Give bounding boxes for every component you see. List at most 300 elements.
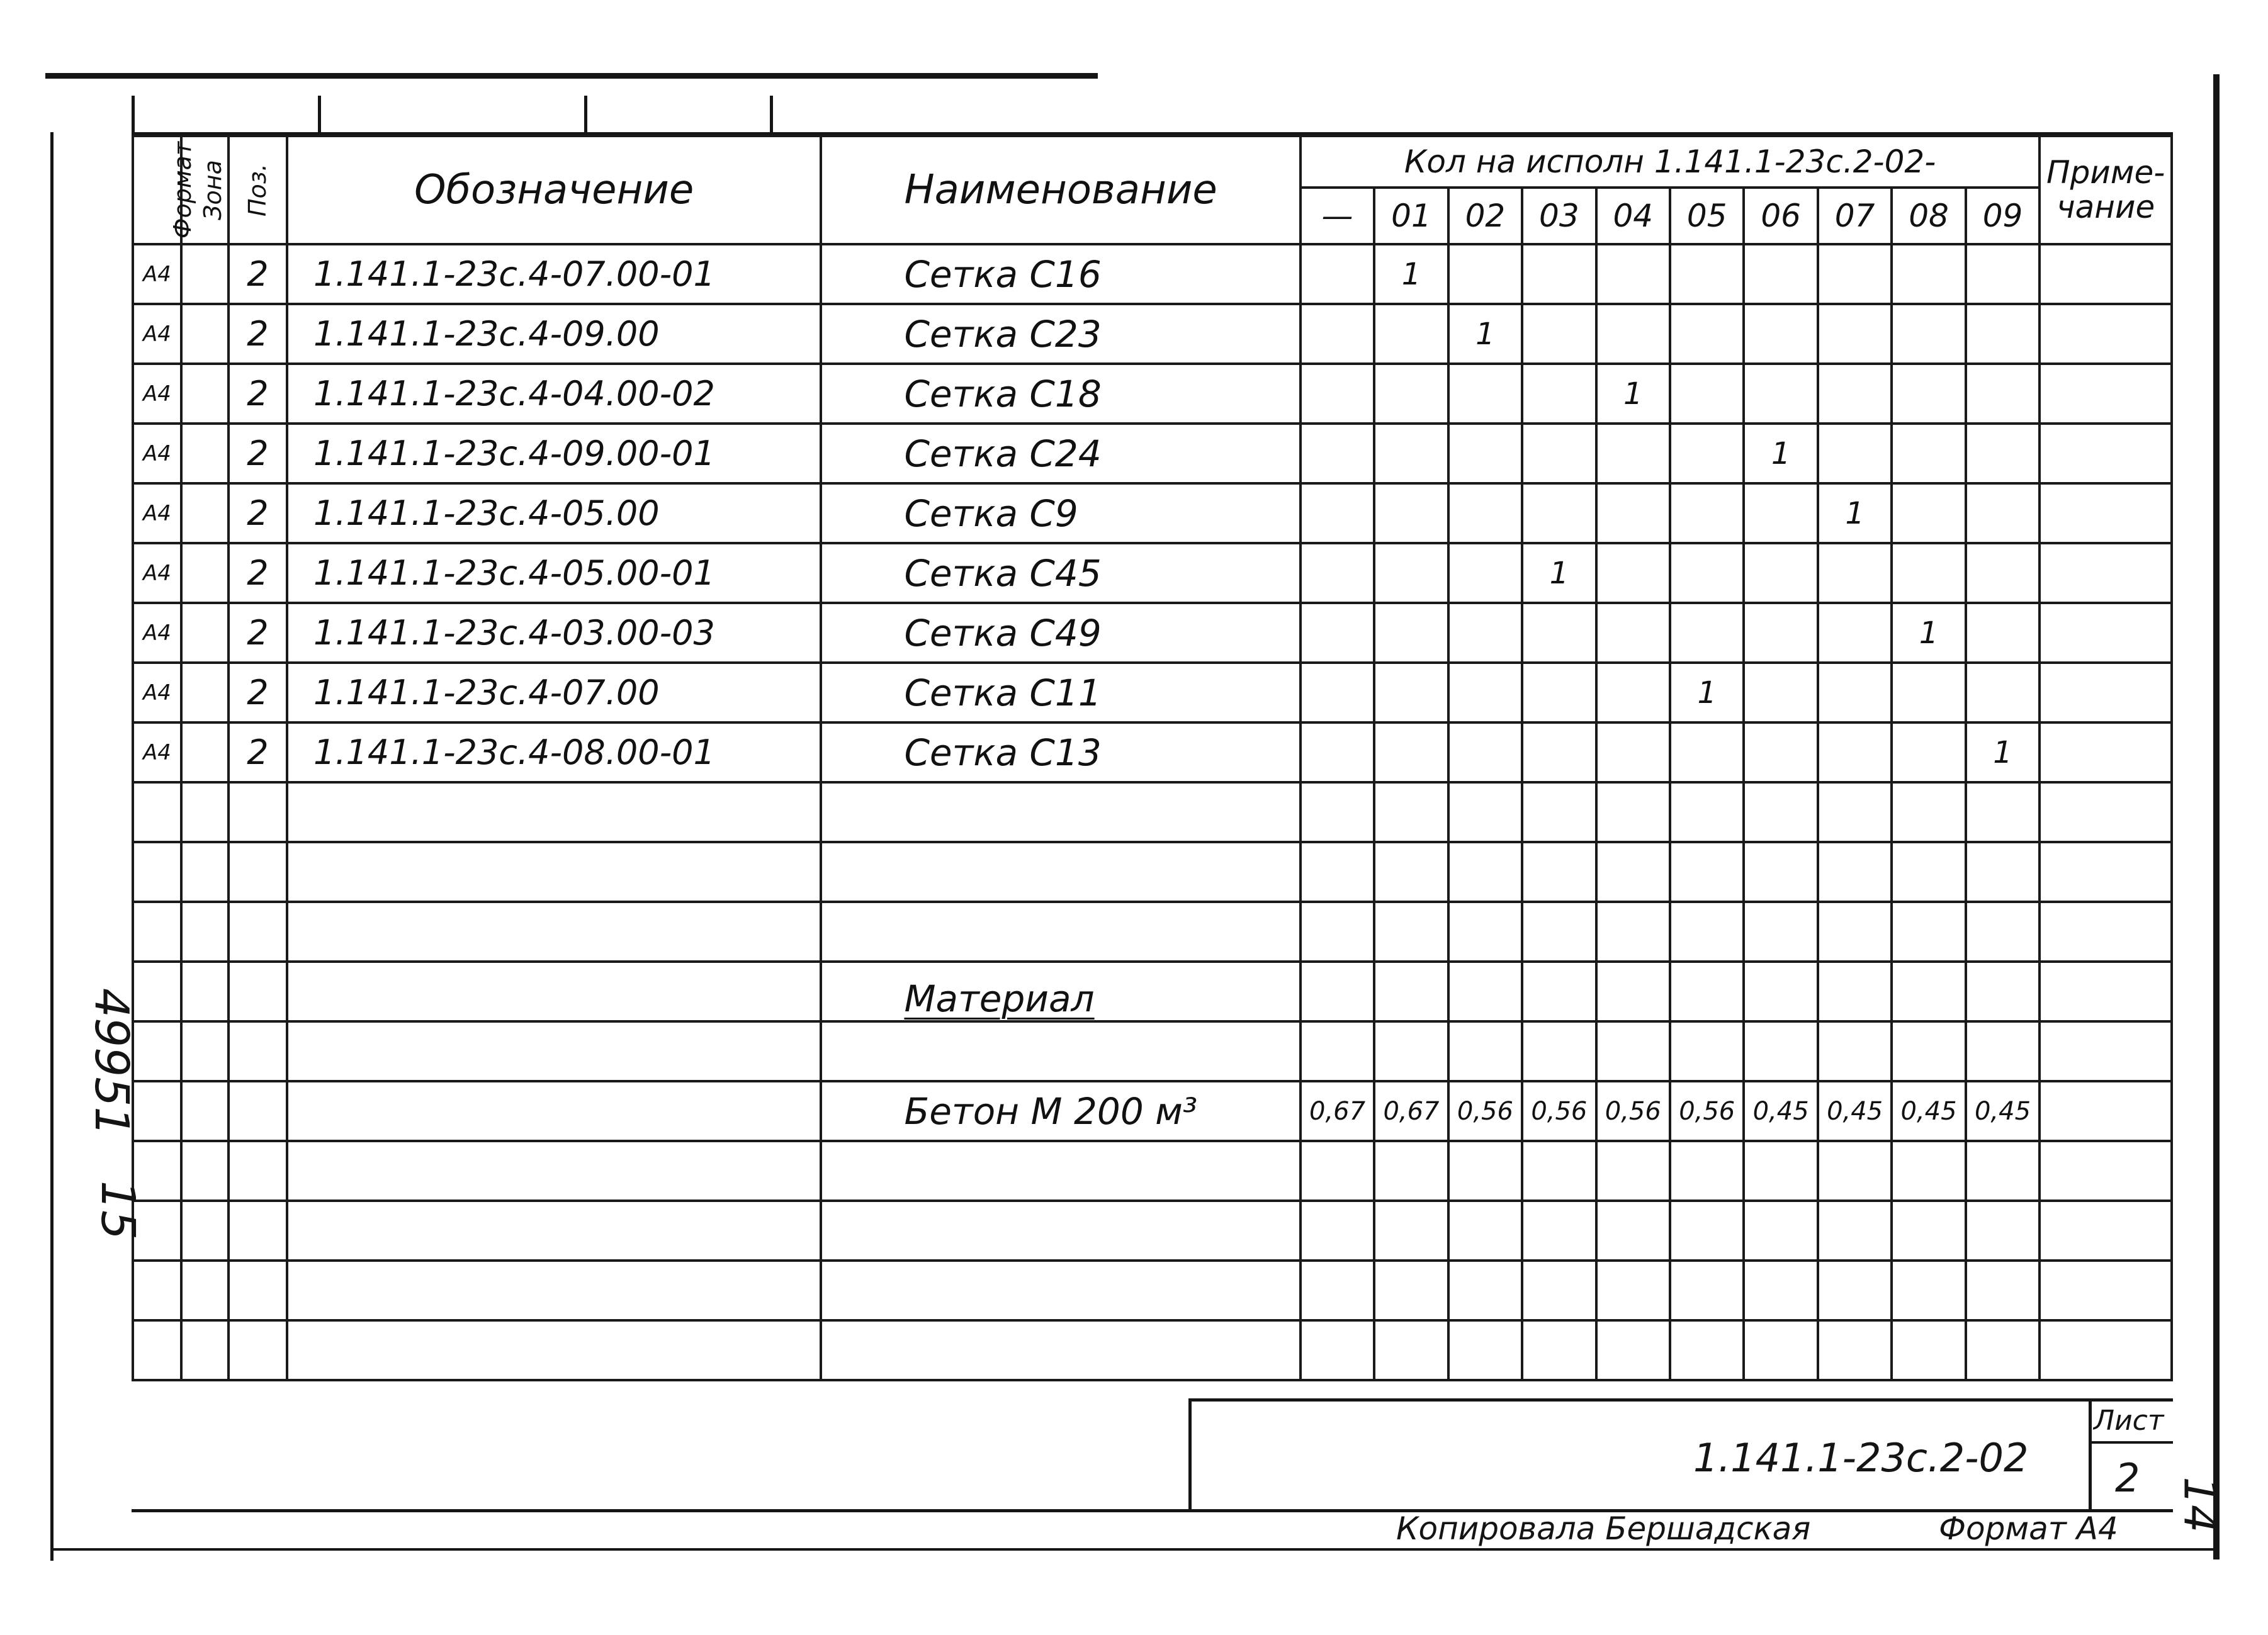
cell-note: [2040, 663, 2172, 722]
cell-pos: [228, 1201, 287, 1261]
cell-pos: 2: [228, 722, 287, 782]
cell-zone: [181, 1021, 228, 1081]
cell-qty: [1966, 842, 2040, 902]
header-qty-col: 07: [1818, 188, 1892, 244]
cell-qty: 1: [1522, 543, 1596, 603]
inventory-sub: 15: [91, 1180, 145, 1240]
cell-pos: 2: [228, 603, 287, 663]
cell-qty: [1448, 962, 1522, 1021]
cell-qty: [1374, 1261, 1448, 1320]
cell-qty: [1374, 424, 1448, 483]
table-row: [133, 483, 2172, 543]
cell-zone: [181, 722, 228, 782]
cell-qty: [1448, 424, 1522, 483]
cell-qty: [1522, 782, 1596, 842]
cell-zone: [181, 663, 228, 722]
table-row: [133, 1261, 2172, 1320]
cell-designation: [287, 1081, 821, 1141]
cell-designation: [287, 1141, 821, 1201]
cell-designation: [287, 902, 821, 962]
cell-qty: [1448, 722, 1522, 782]
cell-qty: [1522, 1141, 1596, 1201]
cell-pos: [228, 1261, 287, 1320]
cell-qty: [1744, 962, 1817, 1021]
cell-qty: [1892, 962, 1965, 1021]
cell-note: [2040, 304, 2172, 364]
table-row: [133, 1320, 2172, 1380]
cell-qty: [1596, 424, 1670, 483]
cell-name: Бетон М 200 м³: [821, 1081, 1300, 1141]
cell-designation: [287, 1320, 821, 1380]
cell-qty: [1892, 424, 1965, 483]
cell-qty: [1744, 603, 1817, 663]
cell-qty: [1374, 364, 1448, 424]
cell-qty: [1818, 1320, 1892, 1380]
cell-qty: [1300, 424, 1374, 483]
copied-by: Копировала Бершадская: [1396, 1510, 1811, 1547]
cell-qty: [1300, 1261, 1374, 1320]
cell-name: [821, 1261, 1300, 1320]
cell-name: [821, 1320, 1300, 1380]
top-stub: [770, 96, 773, 135]
cell-pos: 2: [228, 663, 287, 722]
cell-qty: [1596, 244, 1670, 304]
cell-qty: [1374, 782, 1448, 842]
header-qty-col: —: [1300, 188, 1374, 244]
header-qty-col: 01: [1374, 188, 1448, 244]
cell-designation: 1.141.1-23с.4-05.00-01: [287, 543, 821, 603]
cell-qty: [1966, 1261, 2040, 1320]
cell-qty: [1966, 244, 2040, 304]
cell-name: Сетка С49: [821, 603, 1300, 663]
cell-qty: [1596, 304, 1670, 364]
cell-zone: [181, 483, 228, 543]
cell-qty: [1966, 364, 2040, 424]
table-row: [133, 1081, 2172, 1141]
cell-pos: [228, 842, 287, 902]
cell-qty: [1448, 782, 1522, 842]
header-qty-col: 05: [1670, 188, 1744, 244]
cell-qty: 0,67: [1300, 1081, 1374, 1141]
cell-qty: [1744, 1261, 1817, 1320]
cell-zone: [181, 543, 228, 603]
sheet-number: 2: [2115, 1455, 2140, 1501]
cell-qty: [1670, 1141, 1744, 1201]
cell-note: [2040, 1261, 2172, 1320]
cell-designation: 1.141.1-23с.4-04.00-02: [287, 364, 821, 424]
cell-note: [2040, 364, 2172, 424]
cell-qty: [1892, 902, 1965, 962]
cell-note: [2040, 1320, 2172, 1380]
table-row: [133, 603, 2172, 663]
cell-name: [821, 1021, 1300, 1081]
cell-zone: [181, 244, 228, 304]
cell-designation: 1.141.1-23с.4-07.00: [287, 663, 821, 722]
header-qty-col: 02: [1448, 188, 1522, 244]
right-border-line: [2213, 74, 2220, 1559]
cell-qty: [1892, 483, 1965, 543]
cell-qty: [1374, 603, 1448, 663]
cell-qty: [1522, 364, 1596, 424]
cell-qty: [1670, 782, 1744, 842]
cell-format: [133, 902, 181, 962]
cell-qty: [1448, 1261, 1522, 1320]
cell-qty: [1374, 962, 1448, 1021]
cell-format: А4: [133, 663, 181, 722]
cell-qty: [1522, 424, 1596, 483]
cell-pos: [228, 1021, 287, 1081]
cell-pos: 2: [228, 364, 287, 424]
format-label: Формат А4: [1939, 1510, 2118, 1547]
cell-qty: 1: [1448, 304, 1522, 364]
cell-note: [2040, 543, 2172, 603]
cell-qty: [1670, 1021, 1744, 1081]
cell-qty: [1670, 842, 1744, 902]
cell-note: [2040, 424, 2172, 483]
header-designation: Обозначение: [287, 136, 821, 244]
cell-qty: [1596, 543, 1670, 603]
header-pos: Поз.: [228, 136, 287, 244]
cell-pos: [228, 782, 287, 842]
cell-qty: 1: [1374, 244, 1448, 304]
cell-note: [2040, 244, 2172, 304]
top-stub: [584, 96, 587, 135]
cell-qty: [1818, 1261, 1892, 1320]
title-block-sheet-hline: [2089, 1441, 2173, 1444]
cell-qty: [1448, 364, 1522, 424]
cell-pos: 2: [228, 483, 287, 543]
cell-zone: [181, 304, 228, 364]
cell-qty: [1744, 304, 1817, 364]
cell-qty: [1374, 663, 1448, 722]
cell-qty: 0,67: [1374, 1081, 1448, 1141]
cell-qty: [1300, 782, 1374, 842]
cell-qty: [1892, 1201, 1965, 1261]
cell-qty: [1374, 1201, 1448, 1261]
cell-qty: [1670, 603, 1744, 663]
header-note: Приме- чание: [2040, 136, 2172, 244]
cell-qty: [1966, 304, 2040, 364]
cell-name: Сетка С23: [821, 304, 1300, 364]
cell-designation: [287, 962, 821, 1021]
cell-qty: [1818, 603, 1892, 663]
cell-qty: [1670, 1261, 1744, 1320]
cell-qty: [1300, 1320, 1374, 1380]
cell-qty: [1892, 782, 1965, 842]
cell-qty: [1300, 244, 1374, 304]
cell-qty: [1744, 244, 1817, 304]
cell-qty: [1744, 543, 1817, 603]
cell-qty: 1: [1670, 663, 1744, 722]
title-block-left-line: [1188, 1398, 1192, 1512]
cell-name: [821, 1141, 1300, 1201]
cell-format: А4: [133, 304, 181, 364]
cell-designation: 1.141.1-23с.4-05.00: [287, 483, 821, 543]
cell-qty: [1522, 1021, 1596, 1081]
cell-pos: [228, 1081, 287, 1141]
cell-qty: [1374, 722, 1448, 782]
cell-pos: 2: [228, 244, 287, 304]
cell-zone: [181, 902, 228, 962]
specification-table: [132, 135, 2173, 1381]
cell-qty: [1596, 1261, 1670, 1320]
cell-designation: 1.141.1-23с.4-03.00-03: [287, 603, 821, 663]
cell-qty: [1448, 842, 1522, 902]
cell-qty: [1448, 663, 1522, 722]
cell-note: [2040, 722, 2172, 782]
cell-qty: [1300, 842, 1374, 902]
cell-qty: [1300, 1141, 1374, 1201]
cell-pos: 2: [228, 543, 287, 603]
cell-qty: [1670, 304, 1744, 364]
page-number: 14: [2174, 1476, 2226, 1533]
header-qty-col: 09: [1966, 188, 2040, 244]
cell-qty: [1892, 842, 1965, 902]
cell-qty: [1596, 902, 1670, 962]
cell-zone: [181, 962, 228, 1021]
cell-designation: 1.141.1-23с.4-07.00-01: [287, 244, 821, 304]
cell-qty: [1966, 1201, 2040, 1261]
cell-qty: [1300, 603, 1374, 663]
cell-note: [2040, 1081, 2172, 1141]
title-block-top-line: [1188, 1398, 2173, 1402]
cell-qty: [1670, 364, 1744, 424]
cell-note: [2040, 1201, 2172, 1261]
cell-qty: [1374, 842, 1448, 902]
cell-note: [2040, 782, 2172, 842]
cell-note: [2040, 842, 2172, 902]
title-block-sheet-divider: [2089, 1398, 2092, 1512]
bottom-border-line: [50, 1548, 2216, 1551]
cell-qty: [1522, 1201, 1596, 1261]
cell-format: А4: [133, 603, 181, 663]
cell-format: А4: [133, 364, 181, 424]
cell-qty: [1818, 1141, 1892, 1201]
cell-designation: [287, 1201, 821, 1261]
header-qty-group: Кол на исполн 1.141.1-23с.2-02-: [1300, 136, 2040, 188]
cell-qty: [1966, 1320, 2040, 1380]
cell-name: [821, 1201, 1300, 1261]
cell-format: А4: [133, 424, 181, 483]
cell-name: Сетка С45: [821, 543, 1300, 603]
cell-qty: [1300, 902, 1374, 962]
cell-qty: [1522, 1320, 1596, 1380]
cell-qty: [1522, 663, 1596, 722]
cell-qty: [1892, 663, 1965, 722]
table-row: [133, 424, 2172, 483]
cell-qty: [1744, 364, 1817, 424]
cell-qty: [1522, 962, 1596, 1021]
table-row: [133, 304, 2172, 364]
cell-note: [2040, 603, 2172, 663]
cell-name: Сетка С24: [821, 424, 1300, 483]
cell-qty: [1744, 1201, 1817, 1261]
table-row: [133, 543, 2172, 603]
cell-qty: [1818, 722, 1892, 782]
cell-pos: [228, 902, 287, 962]
cell-qty: [1300, 304, 1374, 364]
cell-designation: 1.141.1-23с.4-09.00: [287, 304, 821, 364]
cell-designation: [287, 1021, 821, 1081]
inventory-number: 49951: [84, 988, 138, 1137]
cell-qty: [1818, 304, 1892, 364]
cell-qty: [1374, 1141, 1448, 1201]
cell-qty: [1744, 1320, 1817, 1380]
cell-qty: [1892, 304, 1965, 364]
cell-designation: [287, 842, 821, 902]
cell-note: [2040, 902, 2172, 962]
cell-qty: [1892, 1261, 1965, 1320]
sheet-label: Лист: [2094, 1405, 2164, 1437]
cell-qty: [1818, 364, 1892, 424]
cell-designation: [287, 1261, 821, 1320]
cell-qty: [1596, 663, 1670, 722]
cell-qty: [1892, 244, 1965, 304]
cell-qty: [1522, 244, 1596, 304]
cell-zone: [181, 842, 228, 902]
cell-qty: [1596, 962, 1670, 1021]
table-row: [133, 782, 2172, 842]
cell-qty: 0,56: [1448, 1081, 1522, 1141]
cell-qty: 0,45: [1818, 1081, 1892, 1141]
cell-qty: [1892, 364, 1965, 424]
cell-qty: [1744, 782, 1817, 842]
cell-qty: [1818, 1021, 1892, 1081]
cell-qty: [1448, 244, 1522, 304]
cell-pos: [228, 962, 287, 1021]
cell-qty: [1374, 304, 1448, 364]
cell-zone: [181, 603, 228, 663]
cell-note: [2040, 1021, 2172, 1081]
cell-qty: 1: [1744, 424, 1817, 483]
cell-qty: [1892, 543, 1965, 603]
cell-qty: [1448, 1141, 1522, 1201]
cell-qty: [1300, 1021, 1374, 1081]
table-row: [133, 962, 2172, 1021]
cell-zone: [181, 364, 228, 424]
cell-qty: [1596, 1320, 1670, 1380]
cell-qty: [1300, 722, 1374, 782]
cell-qty: [1966, 1021, 2040, 1081]
top-border-line: [45, 73, 1098, 79]
cell-qty: [1892, 1141, 1965, 1201]
cell-zone: [181, 1201, 228, 1261]
cell-designation: [287, 782, 821, 842]
cell-qty: [1818, 842, 1892, 902]
cell-qty: [1448, 1201, 1522, 1261]
cell-name: Сетка С13: [821, 722, 1300, 782]
cell-note: [2040, 962, 2172, 1021]
cell-qty: [1966, 424, 2040, 483]
cell-qty: [1670, 902, 1744, 962]
cell-qty: [1670, 424, 1744, 483]
cell-qty: [1818, 543, 1892, 603]
cell-qty: [1818, 1201, 1892, 1261]
cell-qty: [1596, 1141, 1670, 1201]
cell-qty: 1: [1818, 483, 1892, 543]
cell-zone: [181, 1320, 228, 1380]
cell-qty: [1818, 782, 1892, 842]
cell-designation: 1.141.1-23с.4-08.00-01: [287, 722, 821, 782]
cell-qty: [1892, 722, 1965, 782]
cell-qty: [1448, 603, 1522, 663]
cell-qty: [1374, 1021, 1448, 1081]
cell-qty: [1596, 842, 1670, 902]
header-qty-col: 06: [1744, 188, 1817, 244]
cell-qty: [1744, 663, 1817, 722]
header-qty-col: 03: [1522, 188, 1596, 244]
header-qty-col: 08: [1892, 188, 1965, 244]
cell-qty: [1966, 483, 2040, 543]
header-name: Наименование: [821, 136, 1300, 244]
cell-qty: 1: [1966, 722, 2040, 782]
cell-format: А4: [133, 543, 181, 603]
cell-qty: [1596, 722, 1670, 782]
cell-qty: [1448, 1320, 1522, 1380]
cell-qty: [1596, 1201, 1670, 1261]
cell-qty: [1522, 603, 1596, 663]
cell-zone: [181, 1261, 228, 1320]
table-row: [133, 902, 2172, 962]
cell-qty: [1448, 902, 1522, 962]
cell-qty: [1596, 483, 1670, 543]
cell-qty: [1300, 663, 1374, 722]
cell-qty: 0,45: [1744, 1081, 1817, 1141]
left-margin-line: [50, 132, 54, 1561]
cell-qty: [1966, 1141, 2040, 1201]
cell-qty: [1818, 962, 1892, 1021]
cell-qty: [1818, 663, 1892, 722]
cell-name: [821, 902, 1300, 962]
cell-qty: [1522, 722, 1596, 782]
cell-qty: [1966, 663, 2040, 722]
cell-format: [133, 782, 181, 842]
cell-qty: 0,56: [1596, 1081, 1670, 1141]
cell-qty: [1818, 902, 1892, 962]
cell-qty: [1818, 244, 1892, 304]
top-stub: [132, 96, 135, 135]
cell-qty: [1374, 543, 1448, 603]
cell-pos: 2: [228, 304, 287, 364]
cell-qty: [1966, 782, 2040, 842]
cell-pos: [228, 1141, 287, 1201]
cell-name: [821, 782, 1300, 842]
cell-qty: 0,45: [1966, 1081, 2040, 1141]
cell-qty: 0,56: [1522, 1081, 1596, 1141]
table-row: [133, 244, 2172, 304]
cell-qty: 1: [1596, 364, 1670, 424]
cell-format: [133, 1021, 181, 1081]
cell-format: [133, 1081, 181, 1141]
cell-qty: [1670, 722, 1744, 782]
cell-qty: [1744, 842, 1817, 902]
top-stub: [318, 96, 321, 135]
header-format: Формат: [133, 136, 181, 244]
cell-qty: [1596, 782, 1670, 842]
cell-name: Материал: [821, 962, 1300, 1021]
table-row: [133, 842, 2172, 902]
cell-qty: [1670, 962, 1744, 1021]
cell-qty: [1670, 483, 1744, 543]
cell-qty: [1892, 1021, 1965, 1081]
table-row: [133, 722, 2172, 782]
table-row: [133, 1141, 2172, 1201]
cell-qty: [1670, 1201, 1744, 1261]
cell-qty: [1744, 902, 1817, 962]
header-qty-col: 04: [1596, 188, 1670, 244]
cell-qty: 0,45: [1892, 1081, 1965, 1141]
cell-qty: [1670, 543, 1744, 603]
